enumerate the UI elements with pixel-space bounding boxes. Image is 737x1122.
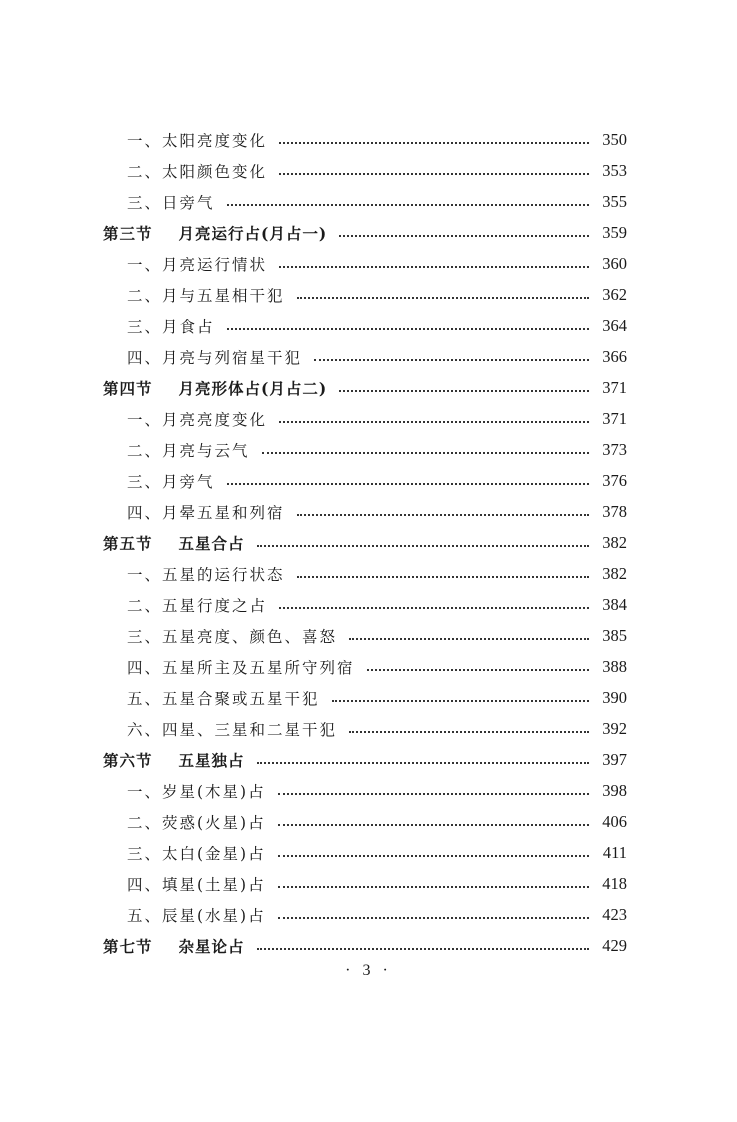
section-title: 月亮运行占(月占一) [178,223,328,243]
dot-leader [297,514,589,516]
page-ref: 355 [602,191,627,211]
item-title: 一、月亮亮度变化 [127,410,268,429]
dot-leader [279,421,589,423]
page-ref: 362 [602,284,627,304]
item-title: 三、月食占 [127,317,215,336]
page-ref: 353 [602,160,627,180]
section-title: 杂星论占 [178,936,245,956]
toc-item-row [103,589,627,620]
toc-item-row [103,837,627,868]
page-ref: 376 [602,470,627,490]
toc-section-row [103,372,627,403]
dot-leader [297,576,589,578]
section-number: 第六节 [103,750,153,770]
toc-item-row [103,620,627,651]
page-ref: 384 [602,594,627,614]
page-ref: 423 [602,904,627,924]
page-ref: 385 [602,625,627,645]
page-ref: 378 [602,501,627,521]
dot-leader [227,483,589,485]
item-title: 一、五星的运行状态 [127,565,285,584]
section-title: 五星独占 [178,750,245,770]
item-title: 三、五星亮度、颜色、喜怒 [127,627,338,646]
section-title: 月亮形体占(月占二) [178,378,328,398]
dot-leader [227,204,589,206]
toc-item-row [103,279,627,310]
item-title: 四、五星所主及五星所守列宿 [127,658,355,677]
dot-leader [278,824,589,826]
dot-leader [279,142,589,144]
toc-item-row [103,868,627,899]
item-title: 三、月旁气 [127,472,215,491]
page-ref: 373 [602,439,627,459]
item-title: 一、岁星(木星)占 [127,782,266,801]
dot-leader [278,917,589,919]
toc-item-row [103,651,627,682]
toc-item-row [103,434,627,465]
dot-leader [279,173,589,175]
dot-leader [297,297,589,299]
item-title: 三、太白(金星)占 [127,844,266,863]
toc-item-row [103,341,627,372]
toc-section-row [103,930,627,961]
item-title: 二、月亮与云气 [127,441,250,460]
toc-item-row [103,465,627,496]
item-title: 二、月与五星相干犯 [127,286,285,305]
toc-item-row [103,682,627,713]
toc-item-row [103,186,627,217]
dot-leader [278,855,589,857]
item-title: 四、填星(土星)占 [127,875,266,894]
toc-item-row [103,124,627,155]
page-ref: 392 [602,718,627,738]
toc-item-row [103,806,627,837]
toc-item-row [103,496,627,527]
page-ref: 390 [602,687,627,707]
dot-leader [257,762,589,764]
page-ref: 406 [602,811,627,831]
page-ref: 371 [602,377,627,397]
page-ref: 411 [602,842,627,862]
toc-item-row [103,558,627,589]
item-title: 五、辰星(水星)占 [127,906,266,925]
section-title: 五星合占 [178,533,245,553]
table-of-contents [103,124,627,961]
toc-section-row [103,744,627,775]
dot-leader [339,390,589,392]
item-title: 六、四星、三星和二星干犯 [127,720,338,739]
page-ref: 350 [602,129,627,149]
dot-leader [278,793,589,795]
page-ref: 388 [602,656,627,676]
dot-leader [257,545,589,547]
page-number: · 3 · [345,962,392,979]
section-number: 第三节 [103,223,153,243]
toc-item-row [103,713,627,744]
section-number: 第七节 [103,936,153,956]
page-ref: 359 [602,222,627,242]
section-number: 第四节 [103,378,153,398]
dot-leader [262,452,589,454]
toc-section-row [103,217,627,248]
item-title: 五、五星合聚或五星干犯 [127,689,320,708]
page-ref: 364 [602,315,627,335]
toc-item-row [103,403,627,434]
section-number: 第五节 [103,533,153,553]
item-title: 一、月亮运行情状 [127,255,268,274]
toc-item-row [103,775,627,806]
dot-leader [367,669,589,671]
page-ref: 397 [602,749,627,769]
toc-item-row [103,248,627,279]
dot-leader [332,700,589,702]
page-ref: 429 [602,935,627,955]
item-title: 四、月亮与列宿星干犯 [127,348,303,367]
page-ref: 398 [602,780,627,800]
page-ref: 418 [602,873,627,893]
dot-leader [257,948,589,950]
item-title: 二、太阳颜色变化 [127,162,268,181]
dot-leader [349,638,589,640]
item-title: 二、荧惑(火星)占 [127,813,266,832]
dot-leader [314,359,589,361]
dot-leader [279,607,589,609]
page-ref: 360 [602,253,627,273]
item-title: 四、月晕五星和列宿 [127,503,285,522]
page-ref: 382 [602,563,627,583]
toc-item-row [103,899,627,930]
page-ref: 382 [602,532,627,552]
toc-item-row [103,155,627,186]
page-ref: 371 [602,408,627,428]
item-title: 二、五星行度之占 [127,596,268,615]
toc-section-row [103,527,627,558]
dot-leader [349,731,589,733]
item-title: 三、日旁气 [127,193,215,212]
dot-leader [279,266,589,268]
item-title: 一、太阳亮度变化 [127,131,268,150]
dot-leader [339,235,589,237]
page-ref: 366 [602,346,627,366]
toc-item-row [103,310,627,341]
dot-leader [278,886,589,888]
dot-leader [227,328,589,330]
